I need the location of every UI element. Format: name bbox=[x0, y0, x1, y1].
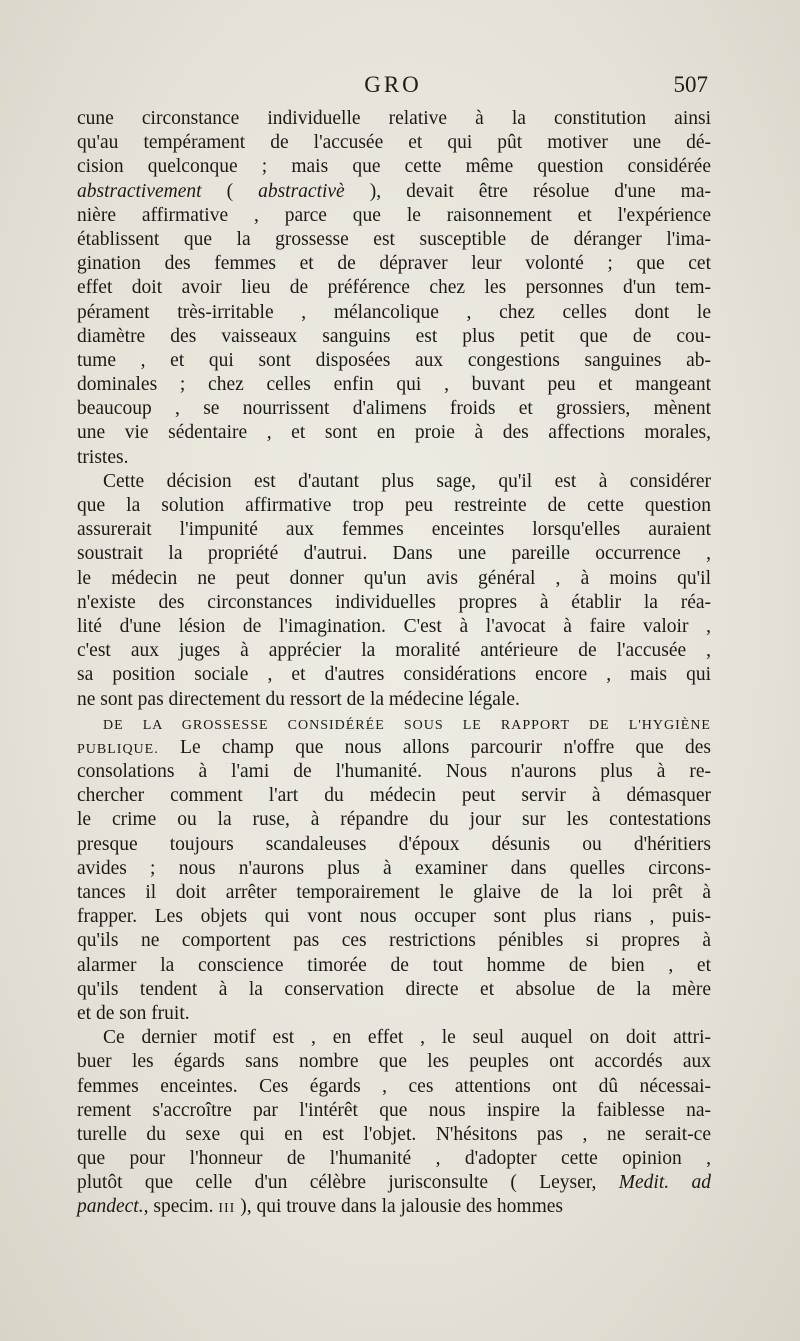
text-line: abstractivement ( abstractivè ), devait être résolue d'une ma- bbox=[77, 180, 711, 202]
text-line: établissent que la grossesse est susceptible de déranger l'ima- bbox=[77, 228, 711, 250]
text-line: ne sont pas directement du ressort de la médecine légale. bbox=[77, 688, 520, 710]
text-line: avides ; nous n'aurons plus à examiner dans quelles circons- bbox=[77, 857, 711, 879]
text-line: tances il doit arrêter temporairement le glaive de la loi prêt à bbox=[77, 882, 711, 903]
text-line: pérament très-irritable , mélancolique , chez celles dont le bbox=[77, 301, 711, 323]
page-header bbox=[78, 72, 708, 104]
text-line: frapper. Les objets qui vont nous occuper sont plus rians , puis- bbox=[77, 906, 711, 928]
text-line bbox=[77, 712, 711, 736]
text-line: le crime ou la ruse, à répandre du jour sur les contestations bbox=[77, 809, 711, 831]
text-line: presque toujours scandaleuses d'époux désunis ou d'héritiers bbox=[77, 833, 711, 855]
text-line: tume , et qui sont disposées aux congestions sanguines ab- bbox=[77, 349, 711, 371]
paragraph bbox=[77, 712, 711, 1026]
text-line: assurerait l'impunité aux femmes enceintes lorsqu'elles auraient bbox=[77, 519, 711, 541]
small-caps-text: PUBLIQUE. bbox=[77, 741, 159, 757]
text-line: buer les égards sans nombre que les peuples ont accordés aux bbox=[77, 1051, 711, 1073]
text-line: tristes. bbox=[77, 446, 129, 468]
text-line: cune circonstance individuelle relative à la constitution ainsi bbox=[77, 108, 711, 129]
text-line: qu'au tempérament de l'accusée et qui pût motiver une dé- bbox=[77, 132, 711, 154]
text-line: beaucoup , se nourrissent d'alimens froids et grossiers, mènent bbox=[77, 398, 711, 420]
text-line: plutôt que celle d'un célèbre jurisconsulte ( Leyser, Medit. ad bbox=[77, 1172, 711, 1194]
text-line: cision quelconque ; mais que cette même question considérée bbox=[77, 156, 711, 178]
italic-text: Medit. ad bbox=[618, 1172, 711, 1194]
paragraph bbox=[77, 107, 711, 470]
text-line: femmes enceintes. Ces égards , ces attentions ont dû nécessai- bbox=[77, 1075, 711, 1097]
text-line: qu'ils tendent à la conservation directe et absolue de la mère bbox=[77, 978, 711, 1000]
text-line: Ce dernier motif est , en effet , le seul auquel on doit attri- bbox=[103, 1027, 711, 1049]
text-line: Cette décision est d'autant plus sage, qu'il est à considérer bbox=[103, 470, 711, 492]
text-line: chercher comment l'art du médecin peut servir à démasquer bbox=[77, 785, 711, 807]
italic-text: pandect. bbox=[77, 1196, 144, 1218]
text-line: n'existe des circonstances individuelles propres à établir la réa- bbox=[77, 591, 711, 613]
italic-text: abstractivè bbox=[258, 180, 345, 202]
body-text bbox=[77, 107, 711, 1220]
text-line: lité d'une lésion de l'imagination. C'est à l'avocat à faire valoir , bbox=[77, 615, 711, 637]
text-line: soustrait la propriété d'autrui. Dans une pareille occurrence , bbox=[77, 543, 711, 565]
paragraph bbox=[77, 1026, 711, 1220]
running-head: GRO bbox=[364, 72, 422, 97]
text-line: c'est aux juges à apprécier la moralité antérieure de l'accusée , bbox=[77, 640, 711, 662]
text-line: pandect., specim. III ), qui trouve dans la jalousie des hommes bbox=[77, 1196, 563, 1218]
text-line: alarmer la conscience timorée de tout homme de bien , et bbox=[77, 954, 711, 976]
text-line: le médecin ne peut donner qu'un avis général , à moins qu'il bbox=[77, 567, 711, 589]
small-caps-text: DE LA GROSSESSE CONSIDÉRÉE SOUS LE RAPPORT DE L'HYGIÈNE bbox=[103, 717, 711, 733]
text-line: turelle du sexe qui en est l'objet. N'hésitons pas , ne serait-ce bbox=[77, 1123, 711, 1145]
text-line: PUBLIQUE. Le champ que nous allons parcourir n'offre que des bbox=[77, 736, 711, 758]
text-line: que pour l'honneur de l'humanité , d'adopter cette opinion , bbox=[77, 1148, 711, 1170]
text-line: et de son fruit. bbox=[77, 1002, 190, 1024]
page-number: 507 bbox=[673, 72, 708, 97]
text-line: diamètre des vaisseaux sanguins est plus petit que de cou- bbox=[77, 325, 711, 347]
text-line: dominales ; chez celles enfin qui , buvant peu et mangeant bbox=[77, 374, 711, 396]
paragraph bbox=[77, 470, 711, 712]
text-line: une vie sédentaire , et sont en proie à des affections morales, bbox=[77, 422, 711, 444]
text-line: effet doit avoir lieu de préférence chez les personnes d'un tem- bbox=[77, 277, 711, 299]
text-line: qu'ils ne comportent pas ces restrictions pénibles si propres à bbox=[77, 930, 711, 952]
italic-text: abstractivement bbox=[77, 180, 202, 202]
text-line: nière affirmative , parce que le raisonnement et l'expérience bbox=[77, 204, 711, 226]
text-line: que la solution affirmative trop peu restreinte de cette question bbox=[77, 495, 711, 516]
small-caps-text: III bbox=[218, 1201, 236, 1217]
text-line: sa position sociale , et d'autres considérations encore , mais qui bbox=[77, 664, 711, 686]
text-line: gination des femmes et de dépraver leur volonté ; que cet bbox=[77, 253, 711, 275]
text-line: consolations à l'ami de l'humanité. Nous n'aurons plus à re- bbox=[77, 761, 711, 783]
text-line: rement s'accroître par l'intérêt que nous inspire la faiblesse na- bbox=[77, 1099, 711, 1121]
